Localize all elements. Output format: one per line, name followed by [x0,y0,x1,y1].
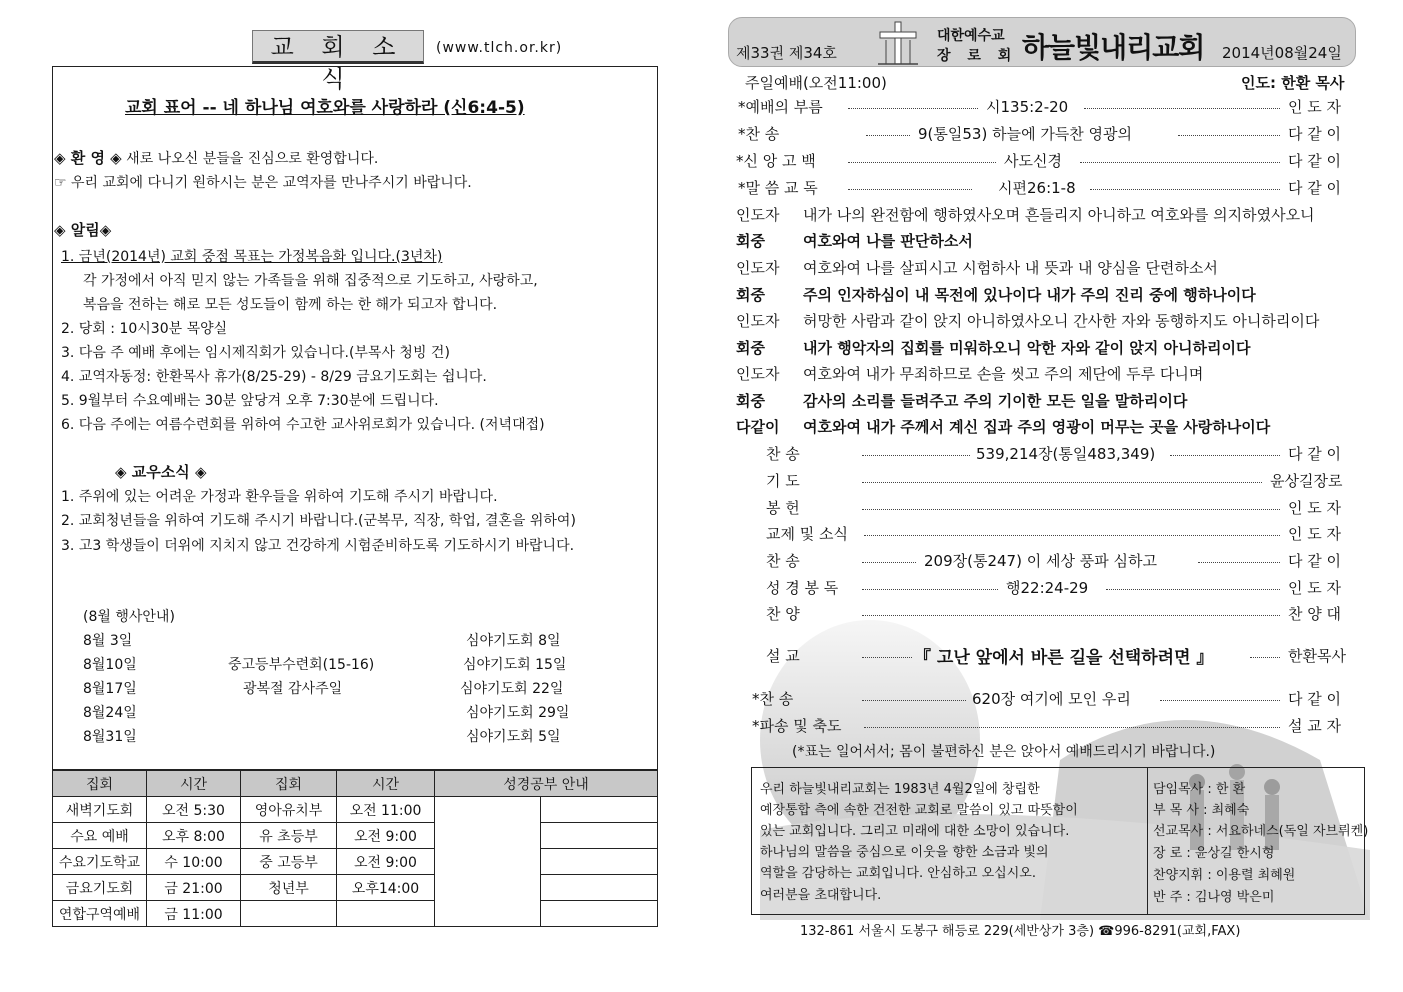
table-row [53,823,658,849]
table-header: 시간 [337,771,435,797]
order-who: 다 같 이 [1288,445,1342,463]
table-cell [241,901,337,927]
event-prayer: 심야기도회 29일 [466,705,570,721]
church-name: 하늘빛내리교회 [1022,31,1205,64]
responsive-role: 다같이 [736,418,780,436]
order-who: 다 같 이 [1288,690,1342,708]
news-item: 1. 주위에 있는 어려운 가정과 환우들을 위하여 기도해 주시기 바랍니다. [61,489,498,505]
leader-dots [862,562,916,563]
order-item: 찬 양 [766,605,800,623]
bible-study-cell [541,823,658,849]
table-cell: 수요 예배 [53,823,147,849]
notice-item: 5. 9월부터 수요예배는 30분 앞당겨 오후 7:30분에 드립니다. [61,393,439,409]
order-who: 인 도 자 [1288,579,1342,597]
order-content: 9(통일53) 하늘에 가득찬 영광의 [918,125,1133,143]
order-who: 인 도 자 [1288,525,1342,543]
responsive-role: 회중 [736,232,765,250]
leader-dots [862,615,1280,616]
service-leader: 인도: 한환 목사 [1241,74,1345,92]
responsive-text: 감사의 소리를 들려주고 주의 기이한 모든 일을 말하리이다 [803,392,1188,410]
order-content: 539,214장(통일483,349) [976,445,1156,463]
event-date: 8월24일 [83,705,137,721]
table-cell: 영아유치부 [241,797,337,823]
leader-dots [1160,700,1280,701]
leader-dots [864,535,1280,536]
table-header: 시간 [147,771,241,797]
event-prayer: 심야기도회 15일 [463,657,567,673]
sermon-item: 설 교 [766,647,800,665]
leader-dots [848,108,978,109]
leader-dots [1198,562,1280,563]
leader-dots [848,189,972,190]
staff-line: 장 로 : 윤상길 한시형 [1153,846,1275,861]
responsive-role: 인도자 [736,259,780,277]
responsive-text: 여호와여 내가 주께서 계신 집과 주의 영광이 머무는 곳을 사랑하나이다 [803,418,1271,436]
bible-study-cell [541,797,658,823]
staff-line: 찬양지휘 : 이용렬 최혜원 [1153,868,1296,883]
bible-study-cell [435,875,541,901]
responsive-role: 회중 [736,392,765,410]
notice-item: 1. 금년(2014년) 교회 중점 목표는 가정복음화 입니다.(3년차) [61,249,443,265]
leader-dots [862,589,998,590]
about-line: 우리 하늘빛내리교회는 1983년 4월2일에 창립한 [760,782,1040,797]
order-item: *말 씀 교 독 [738,179,818,197]
bible-study-cell [435,797,541,823]
service-schedule-table [52,770,658,927]
bulletin-date: 2014년08월24일 [1222,44,1342,62]
news-item: 2. 교회청년들을 위하여 기도해 주시기 바랍니다.(군복무, 직장, 학업, 결혼을 위하여) [61,513,576,529]
news-title: 교 회 소 식 [252,30,424,64]
order-content: 시135:2-20 [986,98,1069,116]
bible-study-cell [435,823,541,849]
denomination-line-2: 장 로 회 [937,48,1018,64]
about-line: 있는 교회입니다. 그리고 미래에 대한 소망이 있습니다. [760,824,1070,839]
notice-item: 6. 다음 주에는 여름수련회를 위하여 수고한 교사위로회가 있습니다. (저녁대접) [61,417,545,433]
volume-number: 제33권 제34호 [736,44,837,62]
leader-dots [862,482,1262,483]
table-cell: 금 11:00 [147,901,241,927]
order-content: 사도신경 [1004,152,1062,170]
table-cell: 수요기도학교 [53,849,147,875]
table-cell: 중 고등부 [241,849,337,875]
table-header: 성경공부 안내 [435,771,658,797]
leader-dots [1250,657,1280,658]
welcome-section [54,147,378,168]
table-cell: 금 21:00 [147,875,241,901]
order-item: 찬 송 [766,552,800,570]
standing-note: (*표는 일어서서; 몸이 불편하신 분은 앉아서 예배드리시기 바랍니다.) [792,744,1216,760]
notice-item: 2. 당회 : 10시30분 목양실 [61,321,228,337]
leader-dots [848,162,996,163]
order-who: 윤상길장로 [1270,472,1343,490]
sermon-title: 『 고난 앞에서 바른 길을 선택하려면 』 [914,648,1214,668]
denomination-line-1: 대한예수교 [937,28,1005,44]
leader-dots [1080,162,1280,163]
leader-dots [866,135,910,136]
leader-dots [862,657,912,658]
leader-dots [1106,589,1280,590]
bible-study-cell [435,849,541,875]
event-prayer: 심야기도회 8일 [466,633,561,649]
responsive-text: 허망한 사람과 같이 앉지 아니하였사오니 간사한 자와 동행하지도 아니하리이다 [803,312,1320,330]
leader-dots [862,700,966,701]
order-who: 다 같 이 [1288,125,1342,143]
table-cell: 오전 5:30 [147,797,241,823]
event-name: 광복절 감사주일 [243,681,343,697]
table-cell: 오전 9:00 [337,823,435,849]
event-date: 8월17일 [83,681,137,697]
leader-dots [864,727,1280,728]
member-news-heading: ◈ 교우소식 ◈ [115,463,207,481]
responsive-role: 회중 [736,286,765,304]
order-content: 620장 여기에 모인 우리 [972,690,1131,708]
table-row [53,849,658,875]
event-date: 8월10일 [83,657,137,673]
order-item: *예배의 부름 [738,98,823,116]
event-prayer: 심야기도회 5일 [466,729,561,745]
sermon-preacher: 한환목사 [1288,647,1346,665]
table-header: 집회 [53,771,147,797]
leader-dots [1170,455,1280,456]
leader-dots [1090,189,1280,190]
website-url[interactable]: (www.tlch.or.kr) [436,40,563,56]
order-item: 찬 송 [766,445,800,463]
bible-study-cell [541,875,658,901]
welcome-text: 새로 나오신 분들을 진심으로 환영합니다. [126,151,379,167]
responsive-text: 여호와여 나를 살피시고 시험하사 내 뜻과 내 양심을 단련하소서 [803,259,1218,277]
order-who: 다 같 이 [1288,152,1342,170]
bible-study-cell [435,901,541,927]
event-date: 8월31일 [83,729,137,745]
cross-logo-icon [874,20,922,66]
responsive-text: 주의 인자하심이 내 목전에 있나이다 내가 주의 진리 중에 행하나이다 [803,286,1256,304]
leader-dots [862,455,970,456]
about-line: 하나님의 말씀을 중심으로 이웃을 향한 소금과 빛의 [760,845,1049,860]
leader-dots [862,509,1280,510]
order-who: 다 같 이 [1288,179,1342,197]
notice-item: 4. 교역자동정: 한환목사 휴가(8/25-29) - 8/29 금요기도회는 쉽니다. [61,369,487,385]
church-address: 132-861 서울시 도봉구 해등로 229(세반상가 3층) ☎996-8291(교회,FAX) [800,924,1241,939]
notice-item: 3. 다음 주 예배 후에는 임시제직회가 있습니다.(부목사 청빙 건) [61,345,450,361]
table-row [53,901,658,927]
responsive-role: 인도자 [736,365,780,383]
welcome-note: ☞ 우리 교회에 다니기 원하시는 분은 교역자를 만나주시기 바랍니다. [54,175,472,191]
order-item: *신 앙 고 백 [736,152,816,170]
leader-dots [1084,108,1280,109]
table-cell: 유 초등부 [241,823,337,849]
responsive-role: 회중 [736,339,765,357]
table-row [53,875,658,901]
order-item: 성 경 봉 독 [766,579,839,597]
order-who: 설 교 자 [1288,717,1342,735]
event-name: 중고등부수련회(15-16) [228,657,375,673]
leader-dots [1178,135,1280,136]
order-who: 찬 양 대 [1288,605,1342,623]
event-date: 8월 3일 [83,633,133,649]
order-item: 봉 헌 [766,499,800,517]
table-cell [337,901,435,927]
bible-study-cell [541,849,658,875]
church-motto: 교회 표어 -- 네 하나님 여호와를 사랑하라 (신6:4-5) [125,98,525,118]
events-heading: (8월 행사안내) [83,609,175,625]
order-content: 209장(통247) 이 세상 풍파 심하고 [924,552,1157,570]
about-line: 여러분을 초대합니다. [760,888,882,903]
order-content: 시편26:1-8 [998,179,1076,197]
responsive-role: 인도자 [736,312,780,330]
responsive-text: 내가 행악자의 집회를 미워하오니 악한 자와 같이 앉지 아니하리이다 [803,339,1251,357]
table-cell: 오전 9:00 [337,849,435,875]
staff-line: 선교목사 : 서요하네스(독일 자브뤼켄) [1153,824,1369,839]
table-cell: 청년부 [241,875,337,901]
table-cell: 오후 8:00 [147,823,241,849]
table-cell: 오후14:00 [337,875,435,901]
news-item: 3. 고3 학생들이 더위에 지치지 않고 건강하게 시험준비하도록 기도하시기 바랍니다. [61,538,575,554]
about-line: 역할을 감당하는 교회입니다. 안심하고 오십시오. [760,866,1036,881]
event-prayer: 심야기도회 22일 [460,681,564,697]
order-who: 인 도 자 [1288,499,1342,517]
table-header-row [53,771,658,797]
order-item: *찬 송 [752,690,794,708]
order-item: 교제 및 소식 [766,525,848,543]
staff-line: 부 목 사 : 최혜숙 [1153,803,1250,818]
order-item: *찬 송 [738,125,780,143]
notice-item: 각 가정에서 아직 믿지 않는 가족들을 위해 집중적으로 기도하고, 사랑하고, [83,273,538,289]
staff-line: 반 주 : 김나영 박은미 [1153,890,1275,905]
table-cell: 오전 11:00 [337,797,435,823]
table-cell: 연합구역예배 [53,901,147,927]
table-header: 집회 [241,771,337,797]
table-cell: 금요기도회 [53,875,147,901]
bible-study-cell [541,901,658,927]
notice-item: 복음을 전하는 해로 모든 성도들이 함께 하는 한 해가 되고자 합니다. [83,297,498,313]
order-item: 기 도 [766,472,800,490]
order-content: 행22:24-29 [1006,579,1089,597]
table-cell: 새벽기도회 [53,797,147,823]
order-who: 다 같 이 [1288,552,1342,570]
about-line: 예장통합 측에 속한 건전한 교회로 말씀이 있고 따뜻함이 [760,803,1078,818]
table-row [53,797,658,823]
service-time: 주일예배(오전11:00) [745,74,887,92]
order-item: *파송 및 축도 [752,717,842,735]
responsive-text: 내가 나의 완전함에 행하였사오며 흔들리지 아니하고 여호와를 의지하였사오니 [803,206,1315,224]
order-who: 인 도 자 [1288,98,1342,116]
staff-line: 담임목사 : 한 환 [1153,782,1246,797]
responsive-text: 여호와여 나를 판단하소서 [803,232,973,250]
table-cell: 수 10:00 [147,849,241,875]
responsive-role: 인도자 [736,206,780,224]
responsive-text: 여호와여 내가 무죄하므로 손을 씻고 주의 제단에 두루 다니며 [803,365,1204,383]
welcome-heading: ◈ 환 영 ◈ [54,149,122,167]
info-divider [1147,767,1148,915]
notice-heading: ◈ 알림◈ [54,221,112,239]
